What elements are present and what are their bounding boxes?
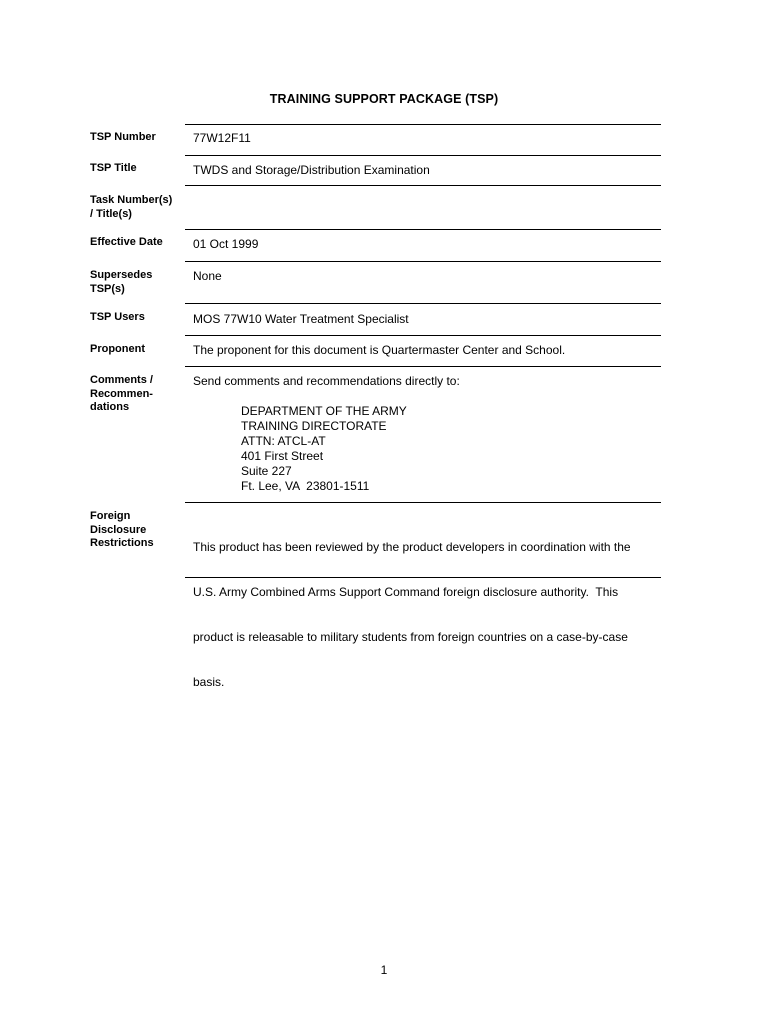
effective-date-label: Effective Date (90, 236, 163, 248)
foreign-disclosure-label-line3: Restrictions (90, 537, 154, 549)
tsp-number-value: 77W12F11 (193, 131, 251, 145)
row-divider (185, 366, 661, 367)
address-line: 401 First Street (241, 449, 324, 463)
effective-date-value: 01 Oct 1999 (193, 237, 259, 251)
mailing-address (241, 404, 407, 494)
disclosure-line: U.S. Army Combined Arms Support Command foreign disclosure authority. This (193, 585, 619, 599)
address-line: TRAINING DIRECTORATE (241, 419, 387, 433)
comments-intro: Send comments and recommendations directly to: (193, 374, 460, 388)
address-line: Suite 227 (241, 464, 292, 478)
row-divider (185, 261, 661, 262)
document-title: TRAINING SUPPORT PACKAGE (TSP) (269, 92, 499, 106)
supersedes-label-line2: TSP(s) (90, 282, 125, 295)
proponent-value: The proponent for this document is Quartermaster Center and School. (193, 343, 566, 357)
row-divider (185, 303, 661, 304)
task-numbers-label (90, 194, 185, 221)
disclosure-line: product is releasable to military students from foreign countries on a case-by-case (193, 630, 628, 644)
row-divider (185, 502, 661, 503)
page-number: 1 (380, 963, 388, 977)
row-divider (185, 229, 661, 230)
task-numbers-label-line2: / Title(s) (90, 207, 132, 220)
comments-label-line2: Recommen- (90, 387, 153, 400)
tsp-title-label: TSP Title (90, 162, 137, 174)
foreign-disclosure-label (90, 510, 185, 551)
address-line: DEPARTMENT OF THE ARMY (241, 404, 407, 418)
foreign-disclosure-label-line2: Disclosure (90, 523, 147, 536)
tsp-users-label: TSP Users (90, 311, 145, 323)
tsp-title-value: TWDS and Storage/Distribution Examination (193, 163, 430, 177)
row-divider (185, 124, 661, 125)
row-divider (185, 335, 661, 336)
disclosure-line: basis. (193, 675, 225, 689)
foreign-disclosure-text (193, 510, 657, 720)
address-line: ATTN: ATCL-AT (241, 434, 326, 448)
supersedes-label (90, 269, 185, 296)
comments-label-line1: Comments / (90, 374, 153, 386)
foreign-disclosure-label-line1: Foreign (90, 510, 131, 522)
supersedes-value: None (193, 269, 222, 283)
comments-label (90, 374, 185, 415)
table-bottom-rule (185, 577, 661, 578)
supersedes-label-line1: Supersedes (90, 269, 153, 281)
disclosure-line: This product has been reviewed by the product developers in coordination with the (193, 540, 631, 554)
task-numbers-label-line1: Task Number(s) (90, 194, 173, 206)
proponent-label: Proponent (90, 343, 145, 355)
row-divider (185, 155, 661, 156)
address-line: Ft. Lee, VA 23801-1511 (241, 479, 370, 493)
tsp-number-label: TSP Number (90, 131, 156, 143)
tsp-users-value: MOS 77W10 Water Treatment Specialist (193, 312, 409, 326)
row-divider (185, 185, 661, 186)
comments-label-line3: dations (90, 401, 130, 413)
